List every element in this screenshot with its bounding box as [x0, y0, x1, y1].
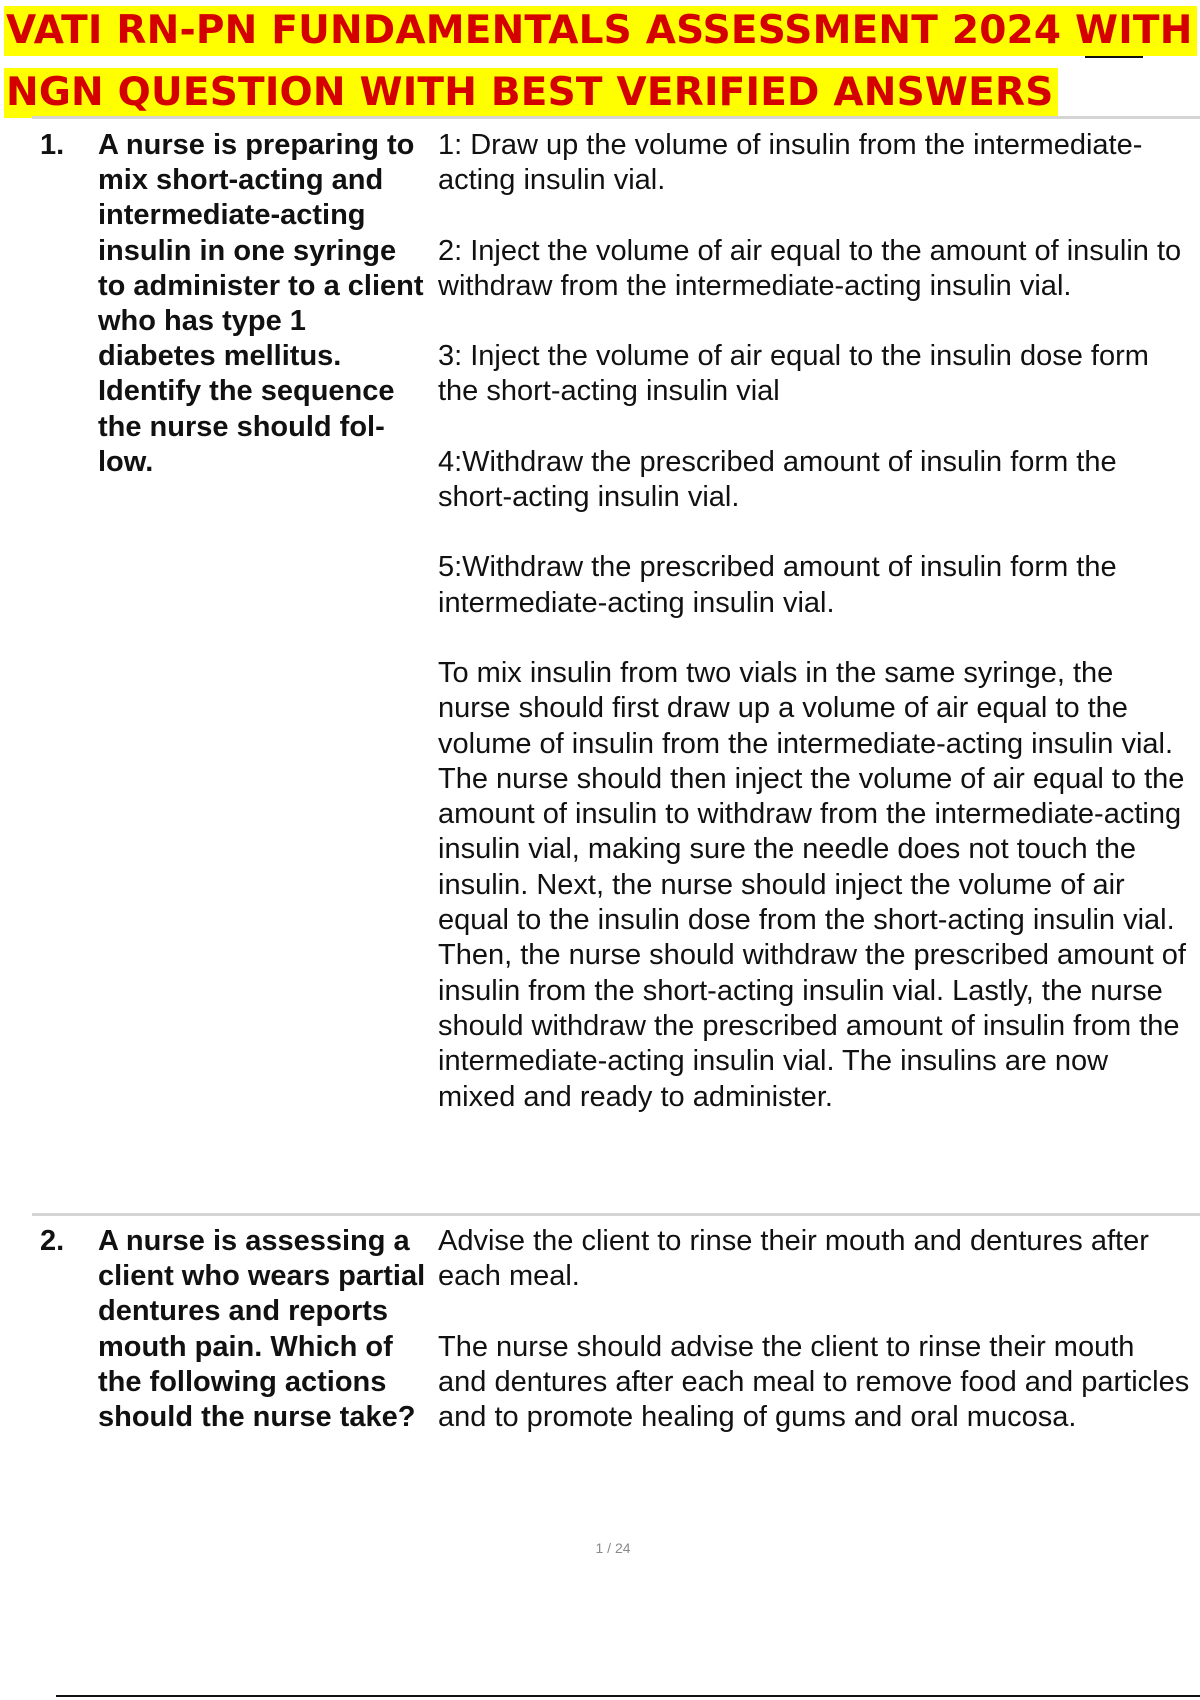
answer-paragraph: 3: Inject the volume of air equal to the insulin dose form the short-acting insulin vial	[438, 340, 1149, 408]
answer-rationale: The nurse should advise the client to rinse their mouth and dentures after each meal to remove food and particles and to promote healing of gums and oral mucosa.	[438, 1330, 1190, 1434]
page-bottom-rule	[56, 1695, 1200, 1697]
answer-paragraph: 1: Draw up the volume of insulin from the intermediate-acting insulin vial.	[438, 129, 1143, 197]
divider-between-questions	[32, 1213, 1200, 1216]
answer-rationale: To mix insulin from two vials in the same syringe, the nurse should first draw up a volume of air equal to the volume of insulin from the intermediate-acting insulin vial. The nurse should then inject the volume of air equal to the amount of insulin to withdraw from the intermediate-acting insulin vial, making sure the needle does not touch the insulin. Next, the nurse should inject the volume of air equal to the insulin dose from the short-acting insulin vial. Then, the nurse should withdraw the prescribed amount of insulin from the short-acting insulin vial. Lastly, the nurse should withdraw the prescribed amount of insulin from the intermediate-acting insulin vial. The insulins are now mixed and ready to administer.	[438, 656, 1186, 1113]
answer-block	[438, 1224, 1190, 1470]
question-text: A nurse is assessing a client who wears partial dentures and reports mouth pain. Which of the following actions should the nurse take?	[98, 1225, 426, 1434]
answer-paragraph: 4:Withdraw the prescribed amount of insulin form the short-acting insulin vial.	[438, 445, 1117, 514]
title-line-2: NGN QUESTION WITH BEST VERIFIED ANSWERS	[4, 68, 1058, 118]
divider-top	[32, 116, 1200, 119]
answer-paragraph: 5:Withdraw the prescribed amount of insulin form the intermediate-acting insulin vial.	[438, 551, 1117, 619]
answer-paragraph: Advise the client to rinse their mouth and dentures after each meal.	[438, 1225, 1149, 1293]
question-text: A nurse is preparing to mix short-acting and intermediate-acting insulin in one syringe to administer to a client who has type 1 diabetes mellitus. Identify the sequence the nurse should follow.	[98, 129, 424, 478]
answer-paragraph: 2: Inject the volume of air equal to the amount of insulin to withdraw from the intermediate-acting insulin vial.	[438, 234, 1182, 302]
question-number: 1.	[40, 129, 65, 161]
title-underline	[1085, 56, 1143, 58]
question-number: 2.	[40, 1225, 65, 1257]
page-indicator: 1 / 24	[595, 1540, 631, 1556]
answer-block	[438, 128, 1190, 1150]
title-line-1: VATI RN-PN FUNDAMENTALS ASSESSMENT 2024 WITH	[4, 6, 1197, 56]
